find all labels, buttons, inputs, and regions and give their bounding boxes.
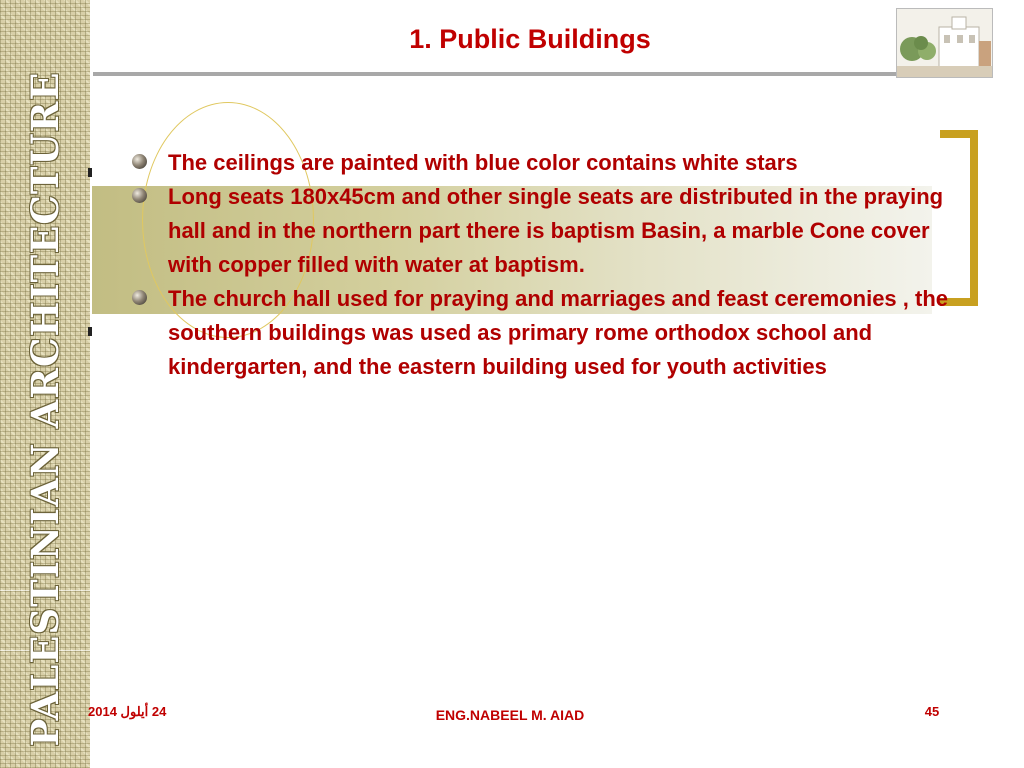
sphere-bullet-icon [132,290,147,305]
sidebar-vertical-title: PALESTINIAN ARCHITECTURE [23,71,67,747]
bullet-text: The ceilings are painted with blue color contains white stars [168,150,798,175]
bullet-text: Long seats 180x45cm and other single seats are distributed in the praying hall and in the northern part there is baptism Basin, a marble Cone cover with copper filled with water at baptism. [168,184,944,277]
title-underline [93,72,896,76]
bullet-text: The church hall used for praying and marriages and feast ceremonies , the southern buildings was used as primary rome orthodox school and kindergarten, and the eastern building used for youth activities [168,286,949,379]
bullet-list [168,146,968,384]
bullet-item [168,146,968,180]
building-thumbnail-image [896,8,993,78]
sidebar-texture-panel [0,0,90,768]
decorative-tick [88,327,92,336]
building-sketch-icon [897,9,992,77]
decorative-tick [88,168,92,177]
slide-title: 1. Public Buildings [409,24,651,54]
footer-date: 24 أيلول 2014 [88,704,167,719]
sphere-bullet-icon [132,154,147,169]
footer-page-number: 45 [924,704,940,719]
sphere-bullet-icon [132,188,147,203]
bullet-item [168,282,968,384]
bullet-item [168,180,968,282]
footer-author: ENG.NABEEL M. AIAD [435,707,585,723]
